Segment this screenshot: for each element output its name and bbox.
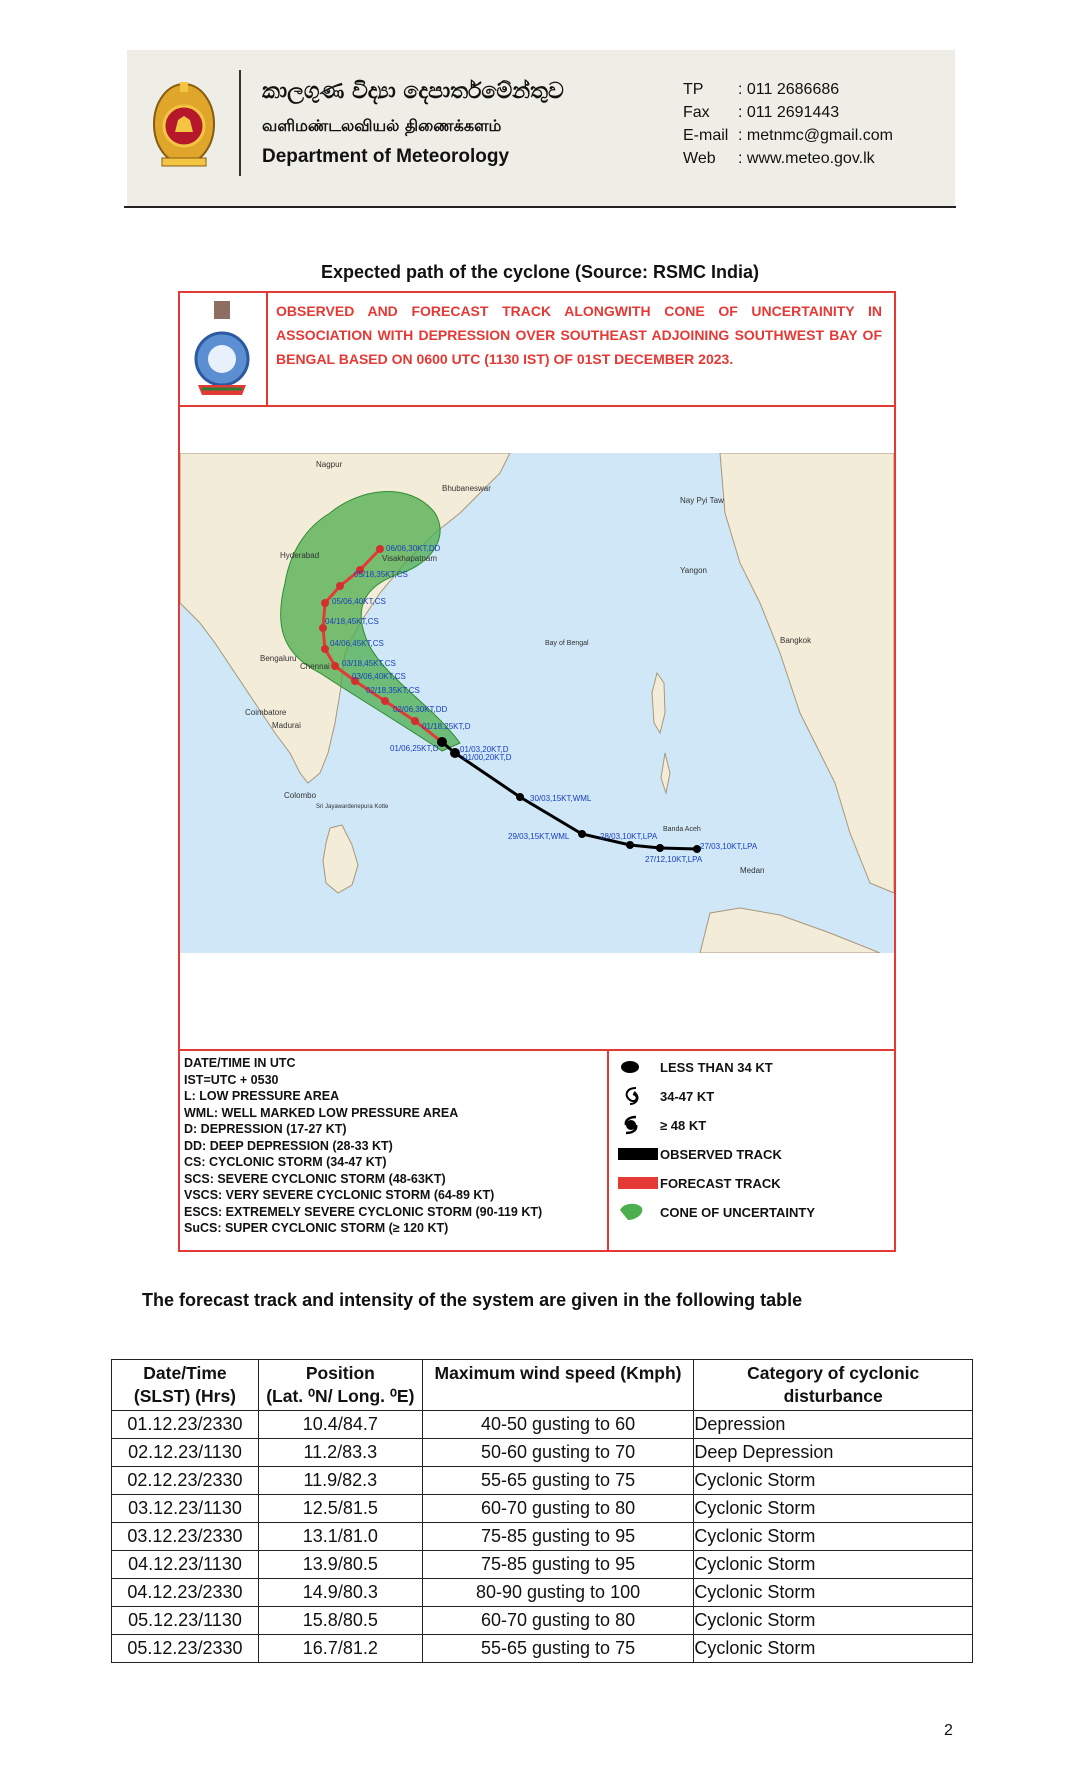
table-intro: The forecast track and intensity of the system are given in the following table bbox=[142, 1290, 803, 1310]
department-name-english: Department of Meteorology bbox=[262, 146, 510, 167]
cell-datetime: 04.12.23/2330 bbox=[112, 1579, 259, 1607]
place-label: Nay Pyi Taw bbox=[680, 496, 724, 505]
department-name-tamil: வளிமண்டலவியல் திணைக்களம் bbox=[262, 116, 502, 135]
cell-datetime: 02.12.23/1130 bbox=[112, 1439, 259, 1467]
track-map bbox=[180, 453, 894, 953]
contact-web bbox=[683, 147, 893, 170]
track-point-label: 06/06,30KT,DD bbox=[386, 544, 441, 553]
cell-category: Deep Depression bbox=[694, 1439, 973, 1467]
legend-label: FORECAST TRACK bbox=[660, 1175, 781, 1191]
cell-wind: 60-70 gusting to 80 bbox=[422, 1607, 694, 1635]
legend-text: WML: WELL MARKED LOW PRESSURE AREA bbox=[184, 1105, 459, 1120]
track-point-label: 01/03,20KT,D bbox=[460, 745, 509, 754]
table-row bbox=[112, 1551, 973, 1579]
place-label: Madurai bbox=[272, 721, 301, 730]
track-point-label: 03/06,40KT,CS bbox=[352, 672, 406, 681]
cell-wind: 55-65 gusting to 75 bbox=[422, 1467, 694, 1495]
track-point-label: 03/18,45KT,CS bbox=[342, 659, 396, 668]
legend-rule bbox=[180, 1049, 894, 1051]
legend-row bbox=[616, 1115, 706, 1135]
cyclone-filled-icon bbox=[616, 1115, 660, 1135]
legend-label: ≥ 48 KT bbox=[660, 1117, 707, 1133]
cell-datetime: 03.12.23/2330 bbox=[112, 1523, 259, 1551]
contact-value[interactable]: : metnmc@gmail.com bbox=[738, 127, 893, 144]
place-label: Nagpur bbox=[316, 460, 343, 469]
letterhead-rule bbox=[124, 206, 956, 208]
imd-logo-icon bbox=[192, 299, 252, 399]
legend-row bbox=[616, 1057, 773, 1077]
cone-of-uncertainty-swatch bbox=[616, 1202, 660, 1222]
legend-label: LESS THAN 34 KT bbox=[660, 1059, 773, 1075]
figure-header bbox=[180, 293, 894, 407]
cell-datetime: 01.12.23/2330 bbox=[112, 1411, 259, 1439]
track-point-label: 04/18,45KT,CS bbox=[325, 617, 379, 626]
cell-wind: 40-50 gusting to 60 bbox=[422, 1411, 694, 1439]
column-header-line: Category of cyclonic bbox=[747, 1363, 920, 1383]
legend-row bbox=[616, 1086, 714, 1106]
legend-row bbox=[616, 1144, 782, 1164]
contact-email bbox=[683, 124, 893, 147]
table-header-row bbox=[112, 1360, 973, 1411]
contact-value[interactable]: : www.meteo.gov.lk bbox=[738, 150, 875, 167]
place-label: Sri Jayawardenepura Kotte bbox=[316, 804, 389, 810]
track-point-label: 29/03,15KT,WML bbox=[508, 832, 570, 841]
cell-datetime: 05.12.23/2330 bbox=[112, 1635, 259, 1663]
cell-position: 14.9/80.3 bbox=[258, 1579, 422, 1607]
cell-position: 15.8/80.5 bbox=[258, 1607, 422, 1635]
figure-title: OBSERVED AND FORECAST TRACK ALONGWITH CONE OF UNCERTAINITY IN ASSOCIATION WITH DEPRESSION OVER SOUTHEAST ADJOINING SOUTHWEST BAY OF BENGAL BASED ON 0600 UTC (1130 IST) OF 01ST DECEMBER 2023. bbox=[276, 303, 882, 367]
cell-wind: 55-65 gusting to 75 bbox=[422, 1635, 694, 1663]
table-row bbox=[112, 1579, 973, 1607]
legend-text: DD: DEEP DEPRESSION (28-33 KT) bbox=[184, 1138, 393, 1153]
cell-category: Cyclonic Storm bbox=[694, 1579, 973, 1607]
legend-text: VSCS: VERY SEVERE CYCLONIC STORM (64-89 KT) bbox=[184, 1188, 495, 1202]
column-header-line: (SLST) (Hrs) bbox=[133, 1386, 236, 1406]
legend-text: ESCS: EXTREMELY SEVERE CYCLONIC STORM (90-119 KT) bbox=[184, 1204, 543, 1219]
figure-caption: Expected path of the cyclone (Source: RSMC India) bbox=[320, 262, 760, 282]
contact-fax bbox=[683, 101, 893, 124]
track-point-label: 02/18,35KT,CS bbox=[366, 686, 420, 695]
table-row bbox=[112, 1467, 973, 1495]
legend-text: SuCS: SUPER CYCLONIC STORM (≥ 120 KT) bbox=[184, 1221, 449, 1235]
cell-wind: 75-85 gusting to 95 bbox=[422, 1551, 694, 1579]
cyclone-open-icon bbox=[616, 1086, 660, 1106]
cell-wind: 75-85 gusting to 95 bbox=[422, 1523, 694, 1551]
sri-lanka-emblem-icon bbox=[148, 72, 220, 172]
track-point-label: 01/06,25KT,D bbox=[390, 744, 439, 753]
track-point-label: 02/06,30KT,DD bbox=[393, 705, 448, 714]
legend-label: CONE OF UNCERTAINTY bbox=[660, 1204, 816, 1220]
forecast-table bbox=[111, 1359, 973, 1663]
cell-datetime: 05.12.23/1130 bbox=[112, 1607, 259, 1635]
black-dot-icon bbox=[616, 1057, 660, 1077]
contact-value: : 011 2691443 bbox=[738, 104, 840, 121]
cyclone-track-figure bbox=[178, 291, 896, 1252]
cell-datetime: 03.12.23/1130 bbox=[112, 1495, 259, 1523]
contact-label: Fax bbox=[683, 104, 710, 121]
cell-wind: 50-60 gusting to 70 bbox=[422, 1439, 694, 1467]
column-header-line: Maximum wind speed (Kmph) bbox=[434, 1363, 682, 1383]
place-label: Hyderabad bbox=[280, 551, 320, 560]
observed-track-swatch bbox=[616, 1144, 660, 1164]
contact-label: TP bbox=[683, 81, 704, 98]
column-header-line: (Lat. ⁰N/ Long. ⁰E) bbox=[266, 1386, 415, 1406]
cell-wind: 80-90 gusting to 100 bbox=[422, 1579, 694, 1607]
table-row bbox=[112, 1523, 973, 1551]
cell-category: Cyclonic Storm bbox=[694, 1607, 973, 1635]
place-label: Yangon bbox=[680, 566, 707, 575]
place-label: Medan bbox=[740, 866, 765, 875]
contact-label: E-mail bbox=[683, 127, 729, 144]
place-label: Bengaluru bbox=[260, 654, 297, 663]
column-header bbox=[694, 1360, 973, 1411]
track-point-label: 30/03,15KT,WML bbox=[530, 794, 592, 803]
table-row bbox=[112, 1495, 973, 1523]
column-header bbox=[422, 1360, 694, 1411]
column-header bbox=[258, 1360, 422, 1411]
table-row bbox=[112, 1607, 973, 1635]
cell-position: 16.7/81.2 bbox=[258, 1635, 422, 1663]
track-point-label: 04/06,45KT,CS bbox=[330, 639, 384, 648]
legend-text: SCS: SEVERE CYCLONIC STORM (48-63KT) bbox=[184, 1171, 446, 1186]
cell-position: 13.1/81.0 bbox=[258, 1523, 422, 1551]
track-point-label: 05/18,35KT,CS bbox=[354, 570, 408, 579]
place-label: Visakhapatnam bbox=[382, 554, 437, 563]
cell-position: 11.9/82.3 bbox=[258, 1467, 422, 1495]
cell-datetime: 04.12.23/1130 bbox=[112, 1551, 259, 1579]
legend-text: L: LOW PRESSURE AREA bbox=[184, 1089, 340, 1103]
column-header-line: Position bbox=[305, 1363, 375, 1383]
place-label: Bhubaneswar bbox=[442, 484, 491, 493]
place-label: Coimbatore bbox=[245, 708, 287, 717]
track-point-label: 28/03,10KT,LPA bbox=[600, 832, 658, 841]
cell-category: Cyclonic Storm bbox=[694, 1551, 973, 1579]
contact-phone bbox=[683, 78, 893, 101]
legend-row bbox=[616, 1202, 815, 1222]
legend-label: 34-47 KT bbox=[660, 1088, 715, 1104]
table-row bbox=[112, 1411, 973, 1439]
cell-position: 12.5/81.5 bbox=[258, 1495, 422, 1523]
place-label: Bangkok bbox=[780, 636, 812, 645]
place-label: Bay of Bengal bbox=[545, 640, 589, 647]
cell-category: Cyclonic Storm bbox=[694, 1467, 973, 1495]
cell-wind: 60-70 gusting to 80 bbox=[422, 1495, 694, 1523]
letterhead-divider bbox=[239, 70, 241, 176]
cell-datetime: 02.12.23/2330 bbox=[112, 1467, 259, 1495]
cell-position: 13.9/80.5 bbox=[258, 1551, 422, 1579]
department-name-sinhala: කාලගුණ විද්‍යා දෙපාර්තමේන්තුව bbox=[262, 78, 564, 104]
legend-text: D: DEPRESSION (17-27 KT) bbox=[184, 1122, 347, 1136]
legend-label: OBSERVED TRACK bbox=[660, 1146, 782, 1162]
cell-category: Cyclonic Storm bbox=[694, 1635, 973, 1663]
figure-header-divider bbox=[266, 293, 268, 405]
forecast-track-swatch bbox=[616, 1173, 660, 1193]
place-label: Colombo bbox=[284, 791, 317, 800]
track-point-label: 01/18,25KT,D bbox=[422, 722, 471, 731]
cell-position: 11.2/83.3 bbox=[258, 1439, 422, 1467]
track-point-label: 05/06,40KT,CS bbox=[332, 597, 386, 606]
contact-value: : 011 2686686 bbox=[738, 81, 840, 98]
cell-position: 10.4/84.7 bbox=[258, 1411, 422, 1439]
track-point-label: 27/03,10KT,LPA bbox=[700, 842, 758, 851]
legend-text: CS: CYCLONIC STORM (34-47 KT) bbox=[184, 1155, 387, 1169]
cell-category: Depression bbox=[694, 1411, 973, 1439]
column-header-line: Date/Time bbox=[143, 1363, 227, 1383]
contact-block bbox=[683, 78, 893, 170]
table-row bbox=[112, 1439, 973, 1467]
track-point-label: 27/12,10KT,LPA bbox=[645, 855, 703, 864]
column-header-line: disturbance bbox=[783, 1386, 883, 1406]
contact-label: Web bbox=[683, 150, 716, 167]
place-label: Banda Aceh bbox=[663, 826, 701, 833]
track-point-label: 01/00,20KT,D bbox=[463, 753, 512, 762]
legend-divider bbox=[607, 1049, 609, 1250]
page-number: 2 bbox=[944, 1722, 953, 1739]
column-header bbox=[112, 1360, 259, 1411]
place-label: Chennai bbox=[300, 662, 330, 671]
legend-text: IST=UTC + 0530 bbox=[184, 1072, 279, 1087]
cell-category: Cyclonic Storm bbox=[694, 1523, 973, 1551]
legend-text: DATE/TIME IN UTC bbox=[184, 1056, 296, 1070]
legend-abbreviations bbox=[184, 1055, 542, 1237]
cell-category: Cyclonic Storm bbox=[694, 1495, 973, 1523]
table-row bbox=[112, 1635, 973, 1663]
legend-row bbox=[616, 1173, 781, 1193]
